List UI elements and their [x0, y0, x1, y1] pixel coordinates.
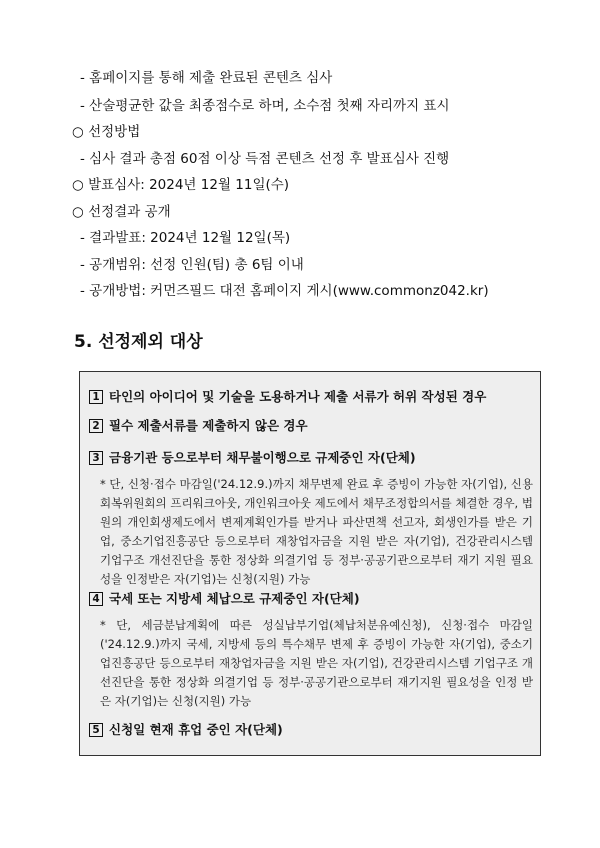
- text-line: ○ 선정방법: [72, 124, 141, 140]
- text-line: - 공개범위: 선정 인원(팀) 총 6팀 이내: [80, 257, 304, 273]
- item-number-box: 5: [89, 723, 103, 737]
- exclusion-item: [89, 590, 360, 607]
- text-line: - 공개방법: 커먼즈필드 대전 홈페이지 게시(www.commonz042.kr): [80, 283, 489, 299]
- item-title: 필수 제출서류를 제출하지 않은 경우: [109, 418, 308, 433]
- exclusion-box: [79, 371, 541, 756]
- item-number-box: 4: [89, 592, 103, 606]
- item-note: * 단, 신청·접수 마감일('24.12.9.)까지 채무변제 완료 후 증빙이 가능한 자(기업), 신용회복위원회의 프리워크아웃, 개인워크아웃 제도에서 채무조정합의서를 체결한 경우, 법원의 개인회생제도에서 변제계획인가를 받거나 파산면책 선고자, 회생인가를 받은 기업, 중소기업진흥공단 등으로부터 재창업자금을 지원 받은 자(기업), 건강관리시스템 기업구조 개선진단을 통한 정상화 의결기업 등 정부·공공기관으로부터 재기 지원 필요성을 인정받은 자(기업)는 신청(지원) 가능: [100, 477, 533, 586]
- item-number-box: 1: [89, 390, 103, 404]
- item-title: 신청일 현재 휴업 중인 자(단체): [109, 722, 283, 737]
- item-title: 국세 또는 지방세 체납으로 규제중인 자(단체): [109, 591, 360, 606]
- text-line: - 홈페이지를 통해 제출 완료된 콘텐츠 심사: [80, 70, 333, 86]
- text-line: ○ 선정결과 공개: [72, 204, 171, 220]
- text-line: - 결과발표: 2024년 12월 12일(목): [80, 230, 291, 246]
- item-title: 타인의 아이디어 및 기술을 도용하거나 제출 서류가 허위 작성된 경우: [109, 389, 487, 404]
- item-number-box: 2: [89, 419, 103, 433]
- text-line: - 산술평균한 값을 최종점수로 하며, 소수점 첫째 자리까지 표시: [80, 98, 450, 114]
- item-title: 금융기관 등으로부터 채무불이행으로 규제중인 자(단체): [109, 450, 416, 465]
- section-heading: 5. 선정제외 대상: [74, 332, 203, 352]
- text-line: ○ 발표심사: 2024년 12월 11일(수): [72, 177, 290, 193]
- text-line: - 심사 결과 총점 60점 이상 득점 콘텐츠 선정 후 발표심사 진행: [80, 151, 450, 167]
- exclusion-item: [89, 388, 486, 405]
- item-note: * 단, 세금분납계획에 따른 성실납부기업(체납처분유예신청), 신청·접수 마감일('24.12.9.)까지 국세, 지방세 등의 특수채무 변제 후 증빙이 가능한 자(기업), 중소기업진흥공단 등으로부터 재창업자금을 지원 받은 자(기업), 건강관리시스템 기업구조 개선진단을 통한 정상화 의결기업 등 정부·공공기관으로부터 재기지원 필요성을 인정 받은 자(기업)는 신청(지원) 가능: [100, 618, 533, 708]
- exclusion-item: [89, 721, 283, 738]
- exclusion-item: [89, 417, 308, 434]
- item-number-box: 3: [89, 451, 103, 465]
- exclusion-item: [89, 449, 416, 466]
